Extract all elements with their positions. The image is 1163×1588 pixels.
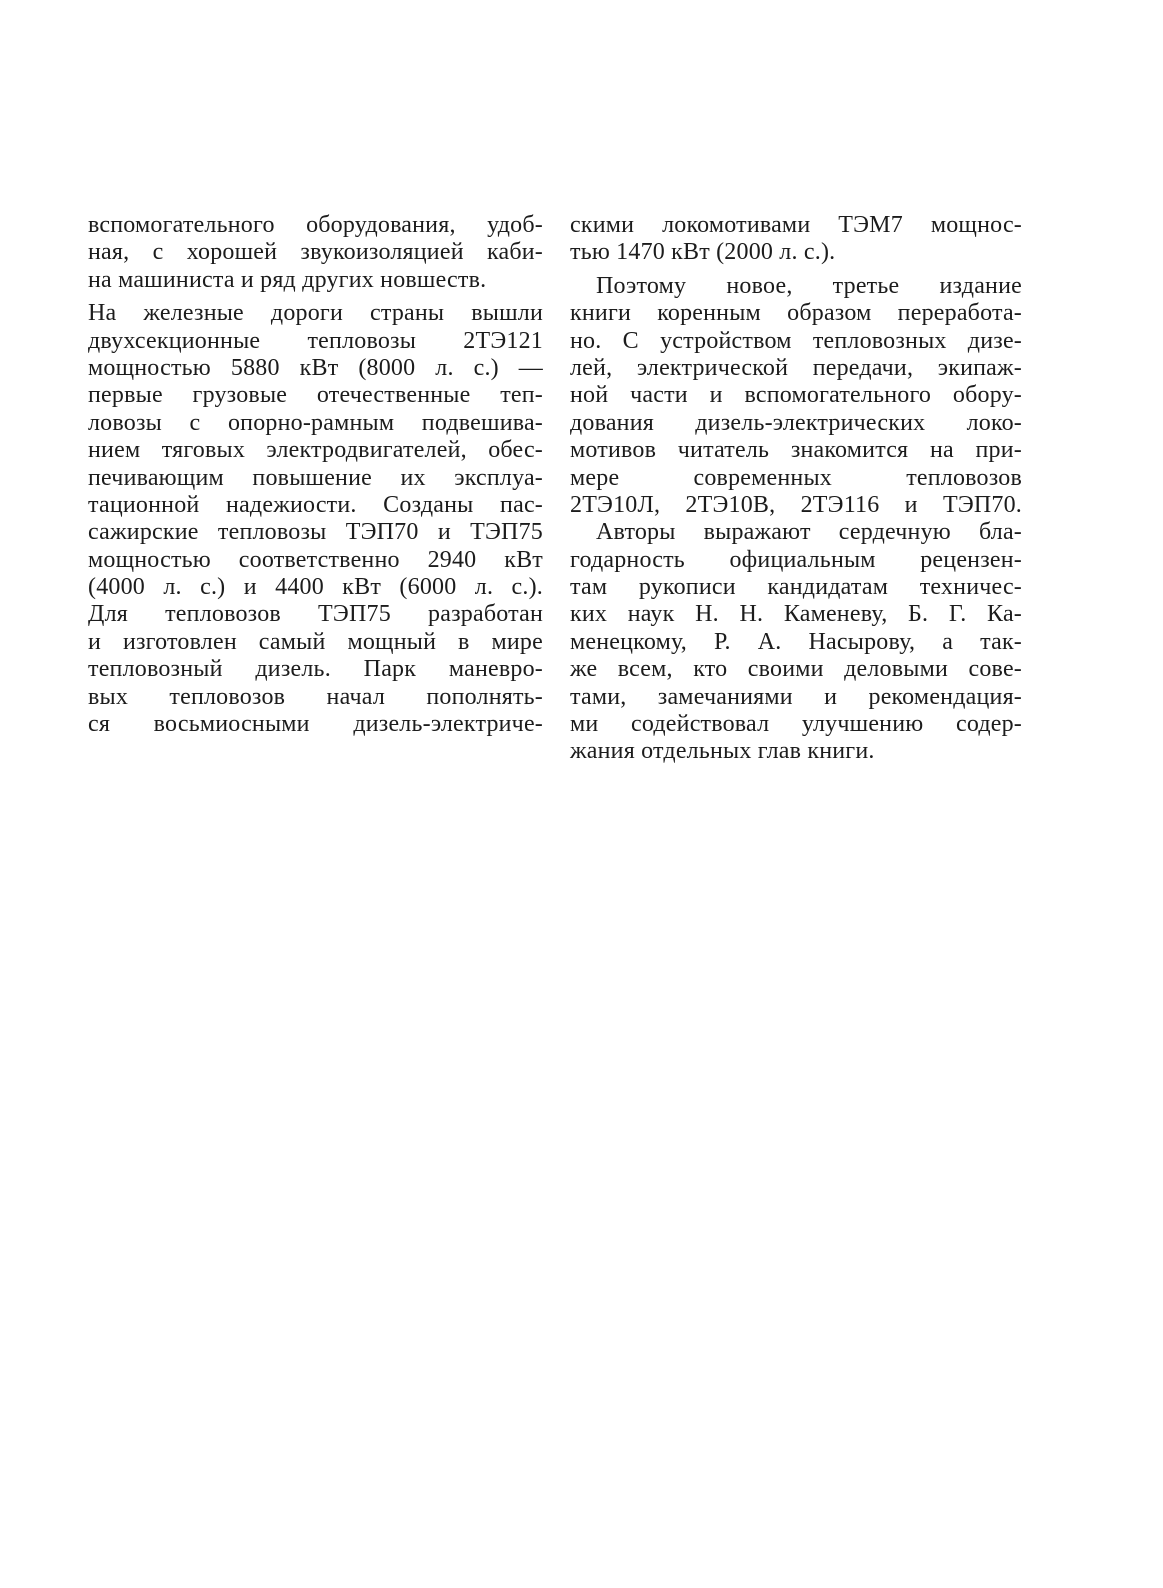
text-line: (4000 л. с.) и 4400 кВт (6000 л. с.). [88, 574, 543, 601]
text-line: ких наук Н. Н. Каменеву, Б. Г. Ка- [570, 601, 1022, 628]
text-line: там рукописи кандидатам техничес- [570, 574, 1022, 601]
text-line: тепловозный дизель. Парк маневро- [88, 656, 543, 683]
text-line: же всем, кто своими деловыми сове- [570, 656, 1022, 683]
text-line: лей, электрической передачи, экипаж- [570, 354, 1022, 381]
text-column-left [88, 212, 543, 738]
text-line: мощностью 5880 кВт (8000 л. с.) — [88, 354, 543, 381]
text-line: но. С устройством тепловозных дизе- [570, 327, 1022, 354]
text-line: ся восьмиосными дизель-электриче- [88, 711, 543, 738]
text-line: вспомогательного оборудования, удоб- [88, 212, 543, 238]
text-line: нием тяговых электродвигателей, обес- [88, 437, 543, 464]
text-line: мощностью соответственно 2940 кВт [88, 546, 543, 573]
text-line: тью 1470 кВт (2000 л. с.). [570, 239, 836, 266]
text-line: тами, замечаниями и рекомендация- [570, 683, 1022, 710]
text-line: Поэтому новое, третье издание [596, 272, 1022, 299]
text-line: скими локомотивами ТЭМ7 мощнос- [570, 212, 1022, 238]
text-line: мере современных тепловозов [570, 464, 1022, 491]
text-line: ловозы с опорно-рамным подвешива- [88, 409, 543, 436]
text-line: на машиниста и ряд других новшеств. [88, 266, 487, 293]
text-line: книги коренным образом переработа- [570, 300, 1022, 327]
text-line: ная, с хорошей звукоизоляцией каби- [88, 239, 543, 266]
text-line: ной части и вспомогательного обору- [570, 382, 1022, 409]
text-line: тационной надежиости. Созданы пас- [88, 491, 543, 518]
text-line: 2ТЭ10Л, 2ТЭ10В, 2ТЭ116 и ТЭП70. [570, 491, 1022, 518]
text-line: ми содействовал улучшению содер- [570, 711, 1022, 738]
text-line: мотивов читатель знакомится на при- [570, 437, 1022, 464]
text-column-right [570, 212, 1022, 766]
text-line: Авторы выражают сердечную бла- [596, 519, 1022, 546]
text-line: дования дизель-электрических локо- [570, 409, 1022, 436]
text-line: сажирские тепловозы ТЭП70 и ТЭП75 [88, 519, 543, 546]
text-line: На железные дороги страны вышли [88, 300, 543, 327]
text-line: двухсекционные тепловозы 2ТЭ121 [88, 327, 543, 354]
text-line: жания отдельных глав книги. [570, 738, 875, 765]
text-line: менецкому, Р. А. Насырову, а так- [570, 628, 1022, 655]
text-line: первые грузовые отечественные теп- [88, 382, 543, 409]
text-line: годарность официальным рецензен- [570, 546, 1022, 573]
text-line: печивающим повышение их эксплуа- [88, 464, 543, 491]
text-line: Для тепловозов ТЭП75 разработан [88, 601, 543, 628]
text-line: вых тепловозов начал пополнять- [88, 683, 543, 710]
text-line: и изготовлен самый мощный в мире [88, 628, 543, 655]
